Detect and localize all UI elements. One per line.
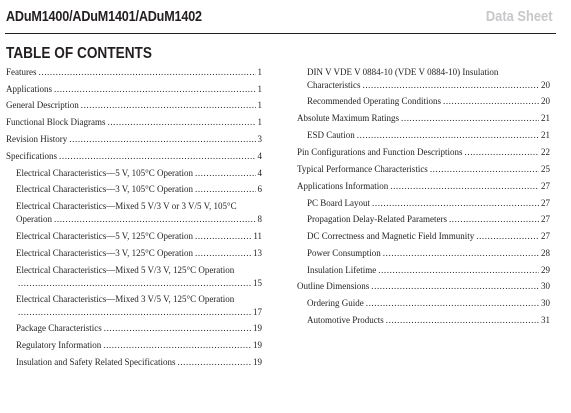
dot-leader xyxy=(371,280,539,293)
toc-entry-page: 20 xyxy=(541,96,550,106)
toc-entry-pin-configurations[interactable] xyxy=(297,146,550,159)
dot-leader xyxy=(59,150,256,163)
toc-entry-page: 1 xyxy=(257,67,262,77)
toc-entry-title: Electrical Characteristics—Mixed 5 V/3 V or 3 V/5 V, 105°C xyxy=(16,201,237,211)
toc-entry-title: Outline Dimensions xyxy=(297,281,370,291)
toc-entry-title: Typical Performance Characteristics xyxy=(297,164,428,174)
toc-entry-dc-correctness[interactable] xyxy=(307,230,550,243)
toc-entry-applications-information[interactable] xyxy=(297,180,550,193)
toc-entry-specifications[interactable] xyxy=(6,150,262,163)
toc-entry-din-vde-insulation[interactable] xyxy=(307,66,550,92)
toc-entry-page: 27 xyxy=(541,231,550,241)
toc-entry-title: Package Characteristics xyxy=(16,323,102,333)
toc-entry-title: Ordering Guide xyxy=(307,298,364,308)
toc-entry-elec-5v-105c[interactable] xyxy=(16,167,262,180)
dot-leader xyxy=(104,322,251,335)
toc-entry-page: 17 xyxy=(253,307,262,317)
dot-leader xyxy=(465,146,540,159)
toc-entry-title: Electrical Characteristics—5 V, 105°C Operation xyxy=(16,168,193,178)
toc-entry-page: 25 xyxy=(541,164,550,174)
dot-leader xyxy=(54,213,256,226)
toc-entry-title: Electrical Characteristics—Mixed 3 V/5 V, 125°C Operation xyxy=(16,294,235,304)
toc-entry-page: 19 xyxy=(253,357,262,367)
toc-entry-title: Functional Block Diagrams xyxy=(6,117,106,127)
toc-entry-title: Applications xyxy=(6,84,52,94)
toc-entry-page: 4 xyxy=(257,151,262,161)
toc-entry-title: Pin Configurations and Function Descriptions xyxy=(297,147,463,157)
toc-entry-typical-performance[interactable] xyxy=(297,163,550,176)
toc-entry-pc-board-layout[interactable] xyxy=(307,197,550,210)
toc-entry-page: 1 xyxy=(257,100,262,110)
dot-leader xyxy=(195,167,256,180)
toc-entry-revision-history[interactable] xyxy=(6,133,262,146)
toc-entry-title-continued: Operation xyxy=(16,214,52,224)
toc-entry-esd-caution[interactable] xyxy=(307,129,550,142)
dot-leader xyxy=(177,356,251,369)
toc-entry-page: 15 xyxy=(253,278,262,288)
toc-entry-general-description[interactable] xyxy=(6,99,262,112)
dot-leader xyxy=(69,133,255,146)
dot-leader xyxy=(195,183,256,196)
dot-leader xyxy=(357,129,539,142)
toc-entry-page: 27 xyxy=(541,214,550,224)
dot-leader xyxy=(39,66,256,79)
dot-leader xyxy=(390,180,539,193)
document-type-label: Data Sheet xyxy=(486,8,553,25)
toc-entry-title: Specifications xyxy=(6,151,57,161)
toc-entry-title: DIN V VDE V 0884-10 (VDE V 0884-10) Insulation xyxy=(307,67,499,77)
dot-leader xyxy=(366,297,539,310)
toc-entry-ordering-guide[interactable] xyxy=(307,297,550,310)
toc-entry-page: 28 xyxy=(541,248,550,258)
toc-entry-regulatory-information[interactable] xyxy=(16,339,262,352)
dot-leader xyxy=(54,83,256,96)
toc-entry-insulation-safety-specs[interactable] xyxy=(16,356,262,369)
toc-entry-page: 4 xyxy=(257,168,262,178)
toc-entry-title: Electrical Characteristics—5 V, 125°C Operation xyxy=(16,231,193,241)
toc-entry-title: Power Consumption xyxy=(307,248,381,258)
toc-entry-elec-3v-105c[interactable] xyxy=(16,183,262,196)
toc-entry-automotive-products[interactable] xyxy=(307,314,550,327)
toc-entry-title-continued: Characteristics xyxy=(307,80,361,90)
toc-entry-features[interactable] xyxy=(6,66,262,79)
toc-entry-title: Electrical Characteristics—Mixed 5 V/3 V, 125°C Operation xyxy=(16,265,235,275)
toc-entry-title: PC Board Layout xyxy=(307,198,370,208)
dot-leader xyxy=(443,95,539,108)
toc-entry-page: 1 xyxy=(257,84,262,94)
document-title: ADuM1400/ADuM1401/ADuM1402 xyxy=(6,8,202,25)
toc-entry-page: 22 xyxy=(541,147,550,157)
dot-leader xyxy=(195,230,251,243)
toc-entry-title: Electrical Characteristics—3 V, 105°C Operation xyxy=(16,184,193,194)
toc-entry-page: 21 xyxy=(541,113,550,123)
toc-entry-page: 8 xyxy=(257,214,262,224)
page-header xyxy=(5,4,556,34)
toc-entry-page: 3 xyxy=(257,134,262,144)
toc-entry-title: Recommended Operating Conditions xyxy=(307,96,441,106)
dot-leader xyxy=(18,306,251,319)
dot-leader xyxy=(107,116,255,129)
dot-leader xyxy=(81,99,256,112)
toc-entry-page: 20 xyxy=(541,80,550,90)
toc-entry-recommended-operating-conditions[interactable] xyxy=(307,95,550,108)
toc-entry-page: 1 xyxy=(257,117,262,127)
toc-entry-applications[interactable] xyxy=(6,83,262,96)
toc-entry-page: 27 xyxy=(541,198,550,208)
toc-entry-elec-mixed-3v5v-125c[interactable] xyxy=(16,293,262,319)
toc-entry-power-consumption[interactable] xyxy=(307,247,550,260)
dot-leader xyxy=(383,247,539,260)
toc-entry-insulation-lifetime[interactable] xyxy=(307,264,550,277)
dot-leader xyxy=(430,163,539,176)
toc-entry-title: Propagation Delay-Related Parameters xyxy=(307,214,447,224)
dot-leader xyxy=(401,112,539,125)
dot-leader xyxy=(476,230,539,243)
toc-entry-title: Features xyxy=(6,67,37,77)
dot-leader xyxy=(362,79,539,92)
dot-leader xyxy=(372,197,539,210)
toc-entry-elec-mixed-105c[interactable] xyxy=(16,200,262,226)
toc-entry-page: 29 xyxy=(541,265,550,275)
toc-entry-title: Absolute Maximum Ratings xyxy=(297,113,399,123)
toc-entry-functional-block-diagrams[interactable] xyxy=(6,116,262,129)
toc-entry-page: 6 xyxy=(257,184,262,194)
toc-entry-title: Regulatory Information xyxy=(16,340,102,350)
toc-entry-page: 19 xyxy=(253,323,262,333)
toc-entry-elec-mixed-5v3v-125c[interactable] xyxy=(16,264,262,290)
toc-entry-elec-3v-125c[interactable] xyxy=(16,247,262,260)
toc-entry-title: Automotive Products xyxy=(307,315,384,325)
toc-entry-outline-dimensions[interactable] xyxy=(297,280,550,293)
dot-leader xyxy=(386,314,539,327)
toc-entry-title: Insulation and Safety Related Specifications xyxy=(16,357,176,367)
dot-leader xyxy=(195,247,251,260)
toc-entry-page: 30 xyxy=(541,281,550,291)
toc-entry-title: Electrical Characteristics—3 V, 125°C Operation xyxy=(16,248,193,258)
toc-entry-page: 13 xyxy=(253,248,262,258)
dot-leader xyxy=(18,277,251,290)
toc-entry-title: ESD Caution xyxy=(307,130,355,140)
toc-entry-title: DC Correctness and Magnetic Field Immunity xyxy=(307,231,475,241)
toc-entry-title: Applications Information xyxy=(297,181,389,191)
toc-entry-page: 30 xyxy=(541,298,550,308)
toc-heading: TABLE OF CONTENTS xyxy=(6,45,152,62)
toc-entry-elec-5v-125c[interactable] xyxy=(16,230,262,243)
toc-entry-title: Insulation Lifetime xyxy=(307,265,377,275)
dot-leader xyxy=(103,339,251,352)
toc-entry-package-characteristics[interactable] xyxy=(16,322,262,335)
toc-entry-absolute-maximum-ratings[interactable] xyxy=(297,112,550,125)
toc-entry-propagation-delay[interactable] xyxy=(307,213,550,226)
toc-entry-page: 19 xyxy=(253,340,262,350)
toc-entry-page: 11 xyxy=(253,231,262,241)
dot-leader xyxy=(378,264,539,277)
toc-entry-title: Revision History xyxy=(6,134,68,144)
toc-entry-title: General Description xyxy=(6,100,79,110)
toc-entry-page: 21 xyxy=(541,130,550,140)
toc-entry-page: 27 xyxy=(541,181,550,191)
toc-entry-page: 31 xyxy=(541,315,550,325)
dot-leader xyxy=(449,213,539,226)
